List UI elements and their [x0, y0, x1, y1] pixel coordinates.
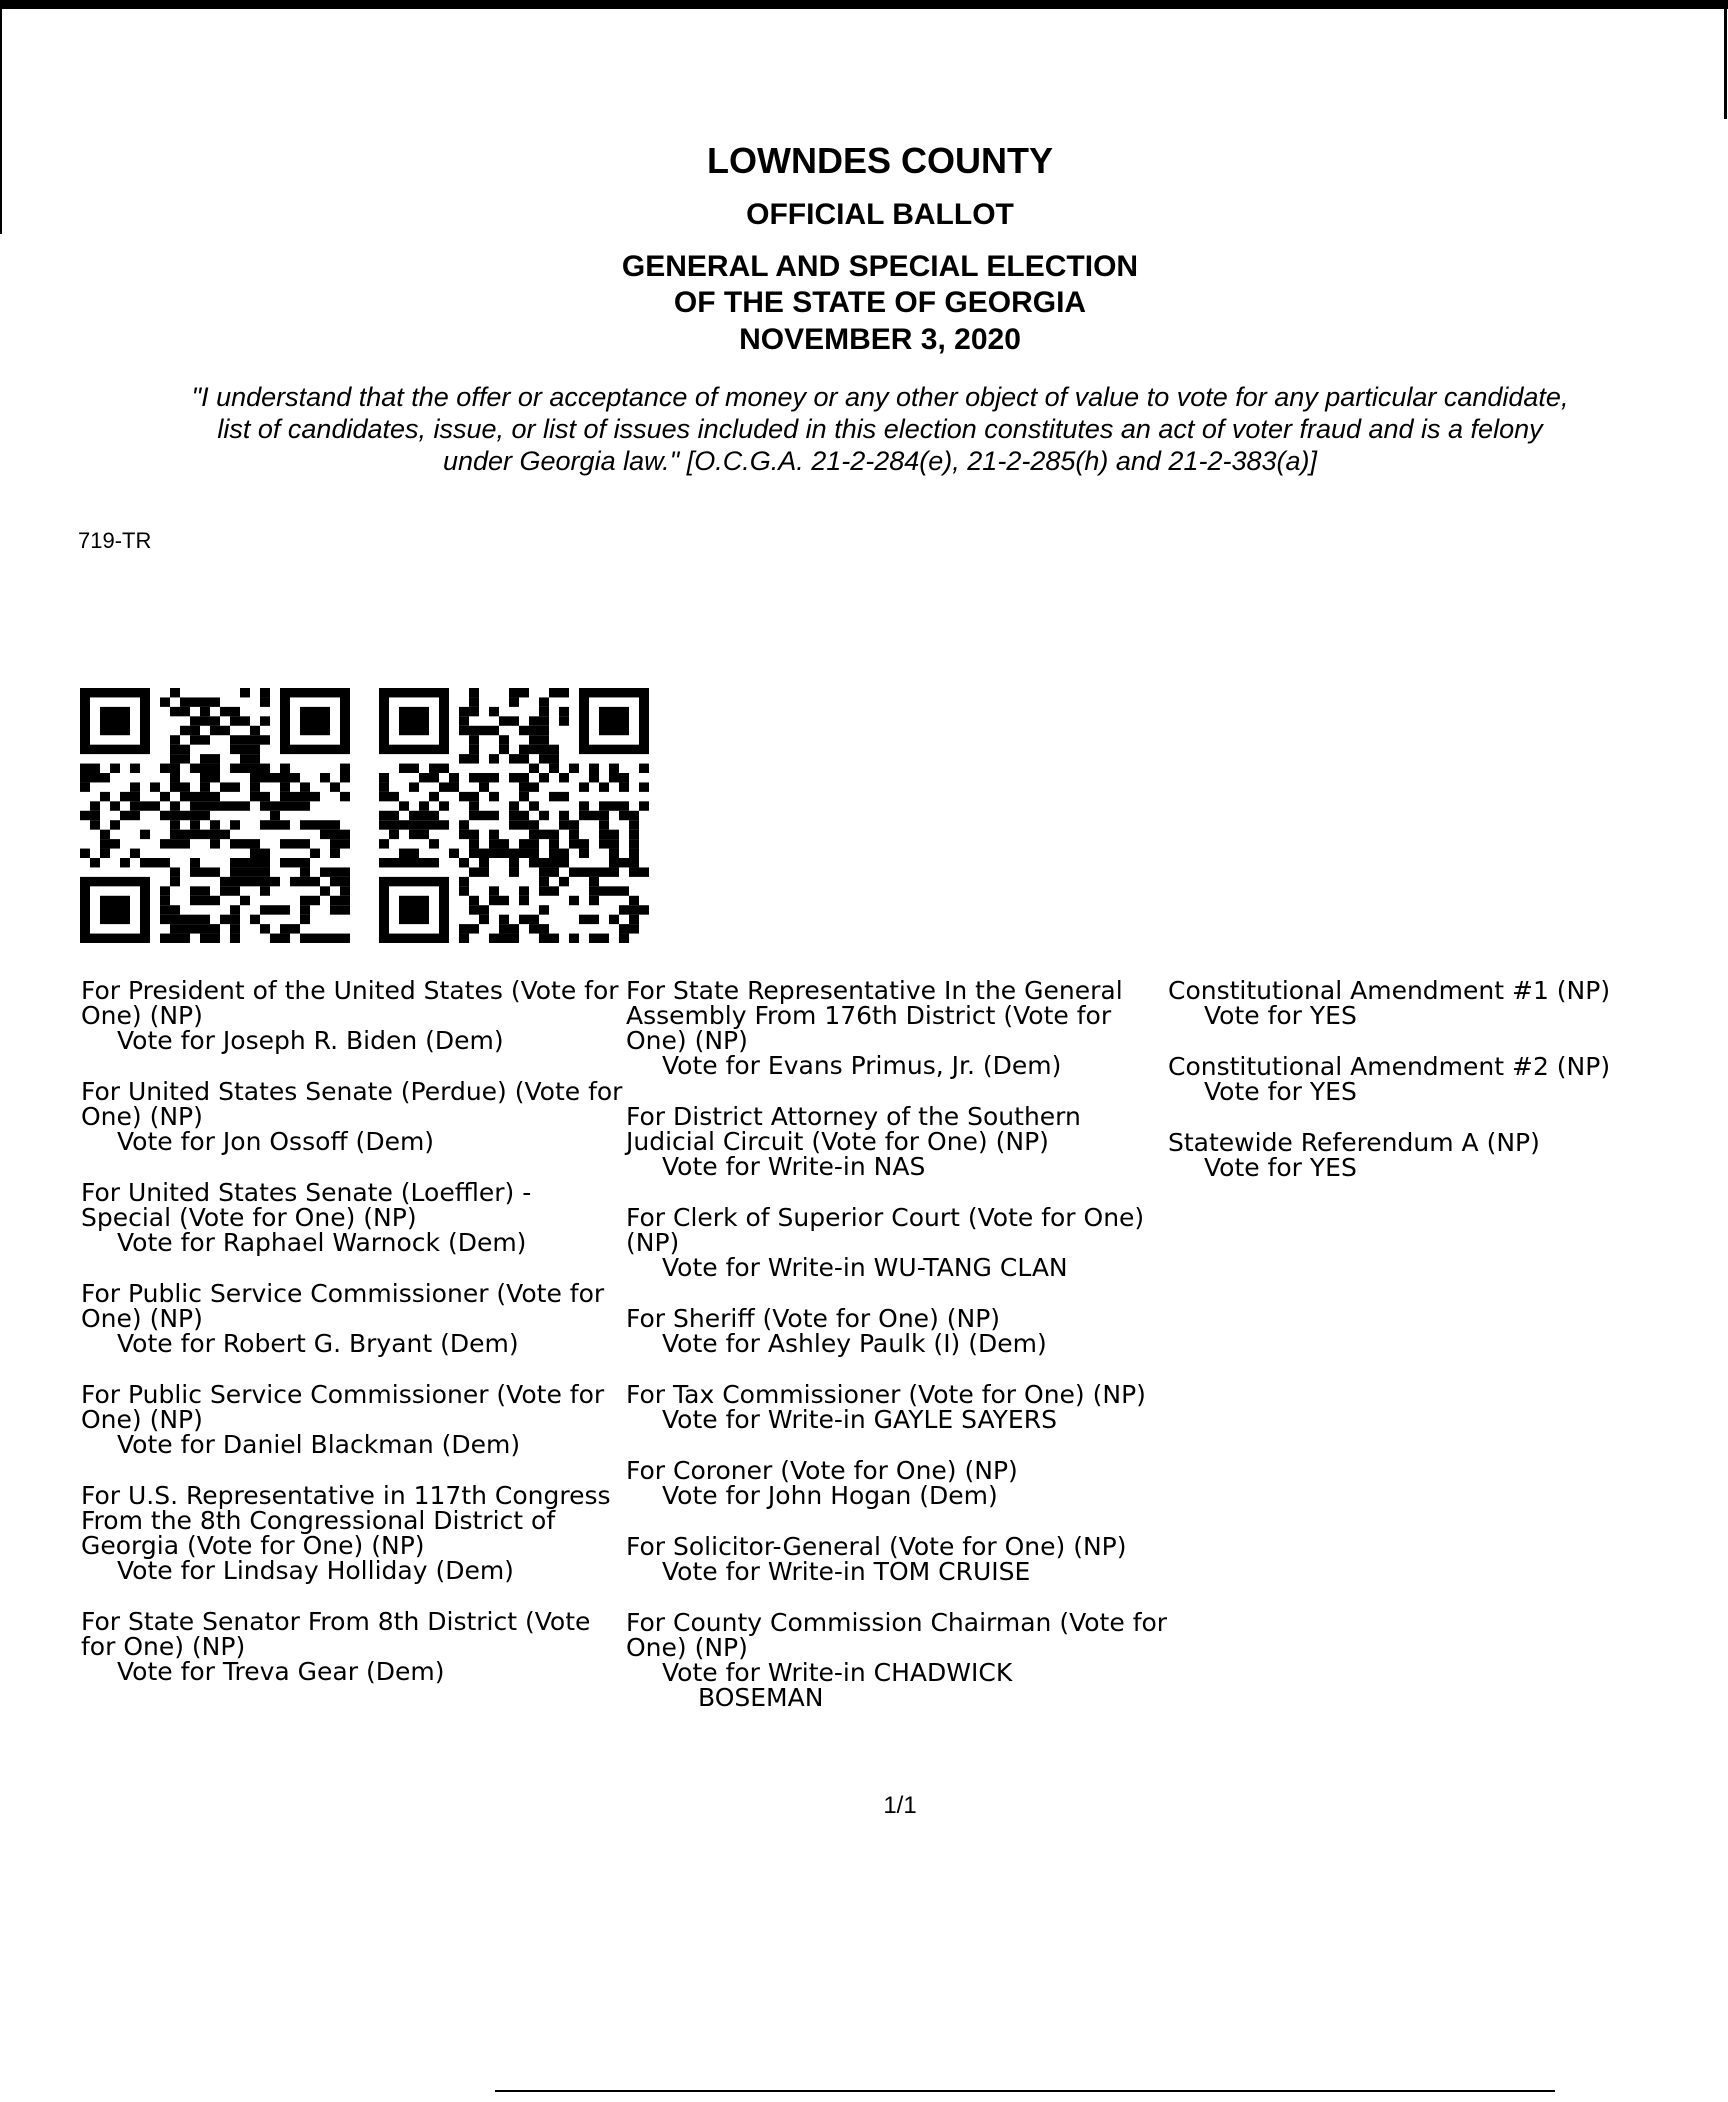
contest-title: For State Representative In the General Assembly From 176th District (Vote for One) (NP): [626, 976, 1123, 1055]
contest-item: [81, 1382, 626, 1457]
oath-line-1: "I understand that the offer or acceptance of money or any other object of value to vote for any particular candidate,: [191, 382, 1569, 412]
vote-selection: Vote for Write-in WU-TANG CLAN: [662, 1253, 1068, 1282]
vote-selection: Vote for Lindsay Holliday (Dem): [117, 1556, 514, 1585]
contest-title: For State Senator From 8th District (Vote for One) (NP): [81, 1607, 591, 1661]
vote-selection: Vote for Jon Ossoff (Dem): [117, 1127, 435, 1156]
contest-item: [626, 1534, 1171, 1584]
contest-title: For Public Service Commissioner (Vote for One) (NP): [81, 1380, 605, 1434]
voter-fraud-oath: [80, 381, 1680, 477]
scan-top-border: [0, 0, 1728, 9]
ballot-column-3: [1168, 978, 1648, 1206]
contest-item: [626, 1458, 1171, 1508]
contest-item: [626, 1306, 1171, 1356]
vote-selection: Vote for Treva Gear (Dem): [117, 1657, 445, 1686]
page-number: 1/1: [883, 1792, 917, 1819]
election-title-line2: OF THE STATE OF GEORGIA: [673, 286, 1087, 319]
contest-item: [1168, 1130, 1648, 1180]
contest-item: [1168, 978, 1648, 1028]
contest-title: Constitutional Amendment #1 (NP): [1168, 976, 1611, 1005]
scan-right-edge: [1724, 9, 1727, 119]
vote-selection: Vote for Joseph R. Biden (Dem): [117, 1026, 504, 1055]
vote-selection-line2: BOSEMAN: [698, 1683, 824, 1712]
vote-selection: Vote for Ashley Paulk (I) (Dem): [662, 1329, 1047, 1358]
contest-title: For County Commission Chairman (Vote for One) (NP): [626, 1608, 1168, 1662]
contest-title: For District Attorney of the Southern Judicial Circuit (Vote for One) (NP): [626, 1102, 1081, 1156]
contest-title: For Tax Commissioner (Vote for One) (NP): [626, 1380, 1146, 1409]
contest-title: For Coroner (Vote for One) (NP): [626, 1456, 1018, 1485]
vote-selection: Vote for YES: [1204, 1001, 1357, 1030]
contest-title: For United States Senate (Loeffler) - Special (Vote for One) (NP): [81, 1178, 532, 1232]
vote-selection: Vote for John Hogan (Dem): [662, 1481, 998, 1510]
vote-selection: Vote for Write-in TOM CRUISE: [662, 1557, 1031, 1586]
qr-code-1: [80, 688, 350, 943]
contest-item: [81, 1281, 626, 1356]
vote-selection-line1: Vote for Write-in CHADWICK: [662, 1658, 1013, 1687]
contest-title: For United States Senate (Perdue) (Vote for One) (NP): [81, 1077, 623, 1131]
ballot-title: OFFICIAL BALLOT: [746, 198, 1014, 231]
contest-item: [1168, 1054, 1648, 1104]
ballot-style-code: 719-TR: [78, 528, 152, 553]
vote-selection: [626, 1660, 1171, 1710]
scan-bottom-edge: [495, 2090, 1555, 2092]
contest-item: [626, 1610, 1171, 1710]
contest-item: [626, 1382, 1171, 1432]
contest-title: Statewide Referendum A (NP): [1168, 1128, 1540, 1157]
contest-title: Constitutional Amendment #2 (NP): [1168, 1052, 1611, 1081]
contest-item: [81, 1609, 626, 1684]
oath-line-2: list of candidates, issue, or list of issues included in this election constitutes an act of voter fraud and is a felony: [217, 414, 1543, 444]
contest-item: [626, 1205, 1171, 1280]
contest-item: [81, 1180, 626, 1255]
vote-selection: Vote for Write-in GAYLE SAYERS: [662, 1405, 1057, 1434]
election-date: NOVEMBER 3, 2020: [739, 323, 1021, 356]
ballot-column-2: [626, 978, 1171, 1736]
contest-item: [626, 978, 1171, 1078]
vote-selection: Vote for Robert G. Bryant (Dem): [117, 1329, 519, 1358]
contest-title: For Public Service Commissioner (Vote for One) (NP): [81, 1279, 605, 1333]
vote-selection: Vote for Daniel Blackman (Dem): [117, 1430, 521, 1459]
vote-selection: Vote for Evans Primus, Jr. (Dem): [662, 1051, 1062, 1080]
contest-item: [81, 978, 626, 1053]
contest-item: [626, 1104, 1171, 1179]
vote-selection: Vote for Write-in NAS: [662, 1152, 926, 1181]
election-title-line1: GENERAL AND SPECIAL ELECTION: [621, 250, 1139, 283]
contest-title: For Solicitor-General (Vote for One) (NP): [626, 1532, 1127, 1561]
ballot-column-1: [81, 978, 626, 1710]
contest-title: For Sheriff (Vote for One) (NP): [626, 1304, 1001, 1333]
vote-selection: Vote for YES: [1204, 1153, 1357, 1182]
contest-title: For Clerk of Superior Court (Vote for One) (NP): [626, 1203, 1145, 1257]
vote-selection: Vote for YES: [1204, 1077, 1357, 1106]
county-title: LOWNDES COUNTY: [707, 140, 1053, 181]
contest-title: For U.S. Representative in 117th Congress From the 8th Congressional District of Georgia (Vote for One) (NP): [81, 1481, 611, 1560]
qr-code-2: [379, 688, 649, 943]
vote-selection: Vote for Raphael Warnock (Dem): [117, 1228, 527, 1257]
oath-line-3: under Georgia law." [O.C.G.A. 21-2-284(e), 21-2-285(h) and 21-2-383(a)]: [442, 446, 1318, 476]
contest-item: [81, 1079, 626, 1154]
contest-title: For President of the United States (Vote for One) (NP): [81, 976, 619, 1030]
contest-item: [81, 1483, 626, 1583]
